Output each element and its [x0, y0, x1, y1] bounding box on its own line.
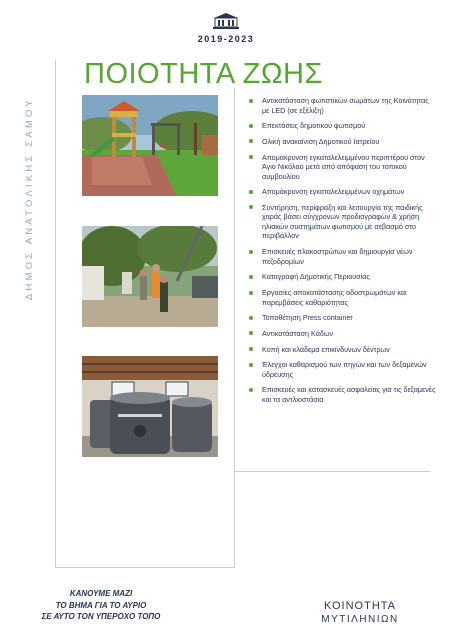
- list-item: Αντικατάσταση φωτιστικών σωμάτων της Κοινότητας με LED (σε εξέλιξη): [240, 96, 436, 115]
- years-label: 2019-2023: [197, 34, 255, 44]
- bullet-dot-icon: [249, 316, 253, 320]
- slogan-line-1: ΚΑΝΟΥΜΕ ΜΑΖΙ: [69, 589, 133, 598]
- slogan: [26, 588, 176, 623]
- bullet-dot-icon: [249, 363, 253, 367]
- list-item: Αντικατάσταση Κάδων: [240, 329, 436, 339]
- list-item: Κοπή και κλάδεμα επικίνδυνων δέντρων: [240, 345, 436, 355]
- playground-photo: [82, 95, 218, 196]
- list-item: Τοποθέτηση Press container: [240, 313, 436, 323]
- list-item: Συντήρηση, περίφραξη και λειτουργία της παιδικής χαράς βάσει σύγχρονων προδιαγραφών & χρήση ηλιακών συστημάτων φωτισμού με σεβασμό στο περιβάλλον: [240, 203, 436, 241]
- list-item: Επεκτάσεις δημοτικού φωτισμού: [240, 121, 436, 131]
- page-title: ΠΟΙΟΤΗΤΑ ΖΩΗΣ: [84, 58, 323, 90]
- bullet-dot-icon: [249, 155, 253, 159]
- bullet-dot-icon: [249, 347, 253, 351]
- bullet-dot-icon: [249, 139, 253, 143]
- list-item: Εργασίες αποκατάστασης οδοστρωμάτων και παρεμβάσεις καθαριότητας: [240, 288, 436, 307]
- divider-left: [55, 60, 56, 568]
- bullet-dot-icon: [249, 250, 253, 254]
- list-item: Απομάκρυνση εγκαταλελειμμένου περιπτέρου στον Άγιο Νικόλαο μετά από απόφαση του τοπικού συμβουλίου: [240, 153, 436, 182]
- water-tanks-photo: [82, 356, 218, 457]
- slogan-line-2: ΤΟ ΒΗΜΑ ΓΙΑ ΤΟ ΑΥΡΙΟ: [55, 600, 147, 610]
- municipality-vertical-label: ΔΗΜΟΣ ΑΝΑΤΟΛΙΚΗΣ ΣΑΜΟΥ: [24, 97, 35, 300]
- achievements-list: [240, 96, 436, 411]
- list-item: Ολική ανακαίνιση Δημοτικού Ιατρείου: [240, 137, 436, 147]
- bullet-dot-icon: [249, 190, 253, 194]
- divider-bottom-right: [234, 471, 430, 472]
- community-name: ΜΥΤΙΛΗΝΙΩΝ: [321, 614, 399, 625]
- divider-bottom-left: [56, 567, 234, 568]
- bullet-dot-icon: [249, 388, 253, 392]
- divider-middle: [234, 88, 235, 568]
- bullet-dot-icon: [249, 124, 253, 128]
- bullet-dot-icon: [249, 205, 253, 209]
- slogan-line-3: ΣΕ ΑΥΤΟ ΤΟΝ ΥΠΕΡΟΧΟ ΤΟΠΟ: [41, 612, 161, 621]
- bullet-dot-icon: [249, 291, 253, 295]
- list-item: Καταγραφή Δημοτικής Περιουσίας: [240, 272, 436, 282]
- list-item: Επισκευές πλακοστρώτων και δημιουργία νέων πεζοδρομίων: [240, 247, 436, 266]
- list-item: Έλεγχοι καθαρισμού των πηγών και των δεξαμενών ύδρευσης: [240, 360, 436, 379]
- community-label: ΚΟΙΝΟΤΗΤΑ: [323, 600, 396, 612]
- tree-work-photo: [82, 226, 218, 327]
- bullet-dot-icon: [249, 275, 253, 279]
- list-item: Επισκευές και κατασκευές ασφαλείας για τις δεξαμενές και τα αντλιοστάσια: [240, 385, 436, 404]
- bullet-dot-icon: [249, 99, 253, 103]
- list-item: Απομάκρυνση εγκαταλελειμμένων οχημάτων: [240, 187, 436, 197]
- building-icon: [212, 12, 240, 30]
- bullet-dot-icon: [249, 331, 253, 335]
